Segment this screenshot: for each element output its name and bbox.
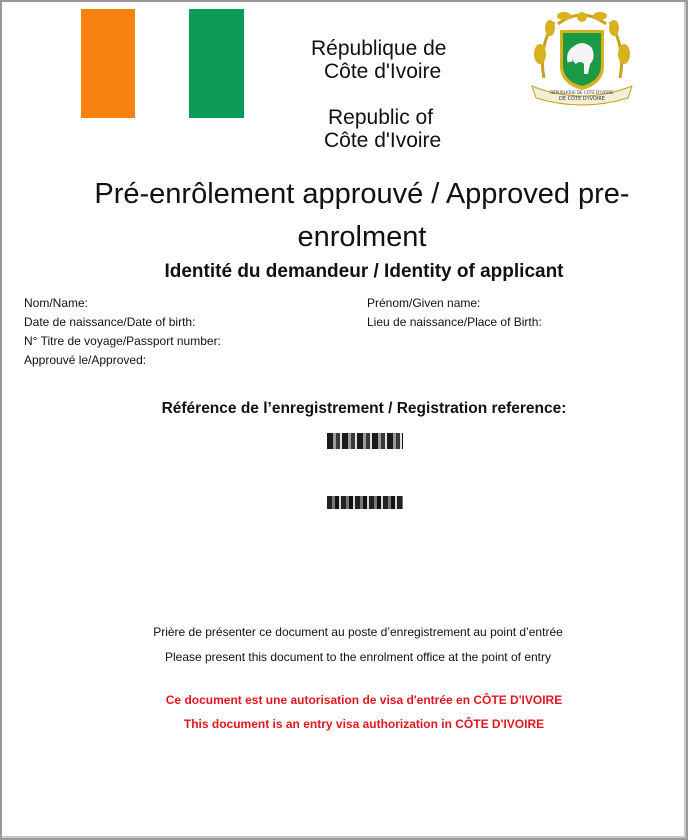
coat-of-arms-banner-text: DE CÔTE D'IVOIRE [559, 96, 605, 102]
visa-authorization-fr: Ce document est une autorisation de visa d'entrée en CÔTE D'IVOIRE [165, 693, 563, 707]
document-title: Pré-enrôlement approuvé / Approved pre-enrolment [94, 178, 630, 253]
flag-orange-stripe [81, 9, 135, 118]
redacted-reference-code [327, 433, 403, 449]
flag-green-stripe [189, 9, 244, 118]
presentation-notice-en: Please present this document to the enrolment office at the point of entry [164, 650, 551, 664]
passport-number-label: N° Titre de voyage/Passport number: [24, 334, 221, 348]
redacted-reference-number [327, 496, 403, 509]
date-of-birth-label: Date de naissance/Date of birth: [24, 315, 196, 329]
given-name-label: Prénom/Given name: [367, 296, 481, 310]
coat-of-arms-upper-text: RÉPUBLIQUE DE CÔTE D'IVOIRE [550, 90, 614, 95]
country-name-en-line1: Republic of [328, 106, 434, 129]
flag-white-stripe [135, 9, 189, 118]
presentation-notice-fr: Prière de présenter ce document au poste d’enregistrement au point d’entrée [153, 625, 563, 639]
country-name-fr-line2: Côte d'Ivoire [324, 60, 442, 83]
coat-of-arms-icon [524, 8, 640, 110]
name-label: Nom/Name: [24, 296, 89, 310]
place-of-birth-label: Lieu de naissance/Place of Birth: [367, 315, 542, 329]
country-name-en-line2: Côte d'Ivoire [324, 129, 442, 152]
approved-date-label: Approuvé le/Approved: [24, 353, 147, 367]
registration-reference-heading: Référence de l’enregistrement / Registration reference: [161, 400, 567, 417]
visa-authorization-en: This document is an entry visa authorization in CÔTE D'IVOIRE [183, 717, 545, 731]
applicant-heading: Identité du demandeur / Identity of applicant [164, 261, 564, 282]
country-name-fr-line1: République de [311, 37, 447, 60]
